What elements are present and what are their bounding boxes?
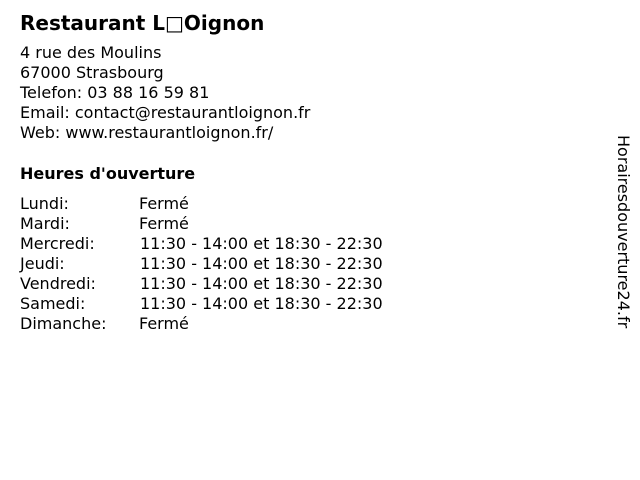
contact-block — [20, 43, 310, 143]
hours-value: 11:30 - 14:00 et 18:30 - 22:30 — [140, 294, 383, 313]
hours-value: 11:30 - 14:00 et 18:30 - 22:30 — [140, 274, 383, 293]
hours-row-monday — [20, 194, 440, 214]
day-label: Lundi: — [20, 194, 69, 213]
restaurant-name: Restaurant L□Oignon — [20, 11, 265, 35]
hours-row-saturday — [20, 294, 440, 314]
hours-value: Fermé — [139, 194, 189, 213]
day-label: Samedi: — [20, 294, 86, 313]
hours-row-friday — [20, 274, 440, 294]
day-label: Vendredi: — [20, 274, 96, 293]
hours-value: 11:30 - 14:00 et 18:30 - 22:30 — [140, 254, 383, 273]
day-label: Mercredi: — [20, 234, 95, 253]
hours-row-thursday — [20, 254, 440, 274]
hours-value: 11:30 - 14:00 et 18:30 - 22:30 — [140, 234, 383, 253]
opening-hours-table — [20, 194, 440, 334]
day-label: Dimanche: — [20, 314, 107, 333]
hours-value: Fermé — [139, 314, 189, 333]
day-label: Mardi: — [20, 214, 70, 233]
email-text: Email: contact@restaurantloignon.fr — [20, 103, 311, 122]
hours-row-tuesday — [20, 214, 440, 234]
hours-value: Fermé — [139, 214, 189, 233]
address-line-street: 4 rue des Moulins — [20, 43, 162, 62]
site-watermark-label: Horairesdouverture24.fr — [614, 135, 633, 329]
hours-row-wednesday — [20, 234, 440, 254]
opening-hours-heading: Heures d'ouverture — [20, 164, 196, 183]
website-text: Web: www.restaurantloignon.fr/ — [20, 123, 274, 142]
address-line-city: 67000 Strasbourg — [20, 63, 164, 82]
day-label: Jeudi: — [20, 254, 65, 273]
hours-row-sunday — [20, 314, 440, 334]
phone-text: Telefon: 03 88 16 59 81 — [20, 83, 210, 102]
